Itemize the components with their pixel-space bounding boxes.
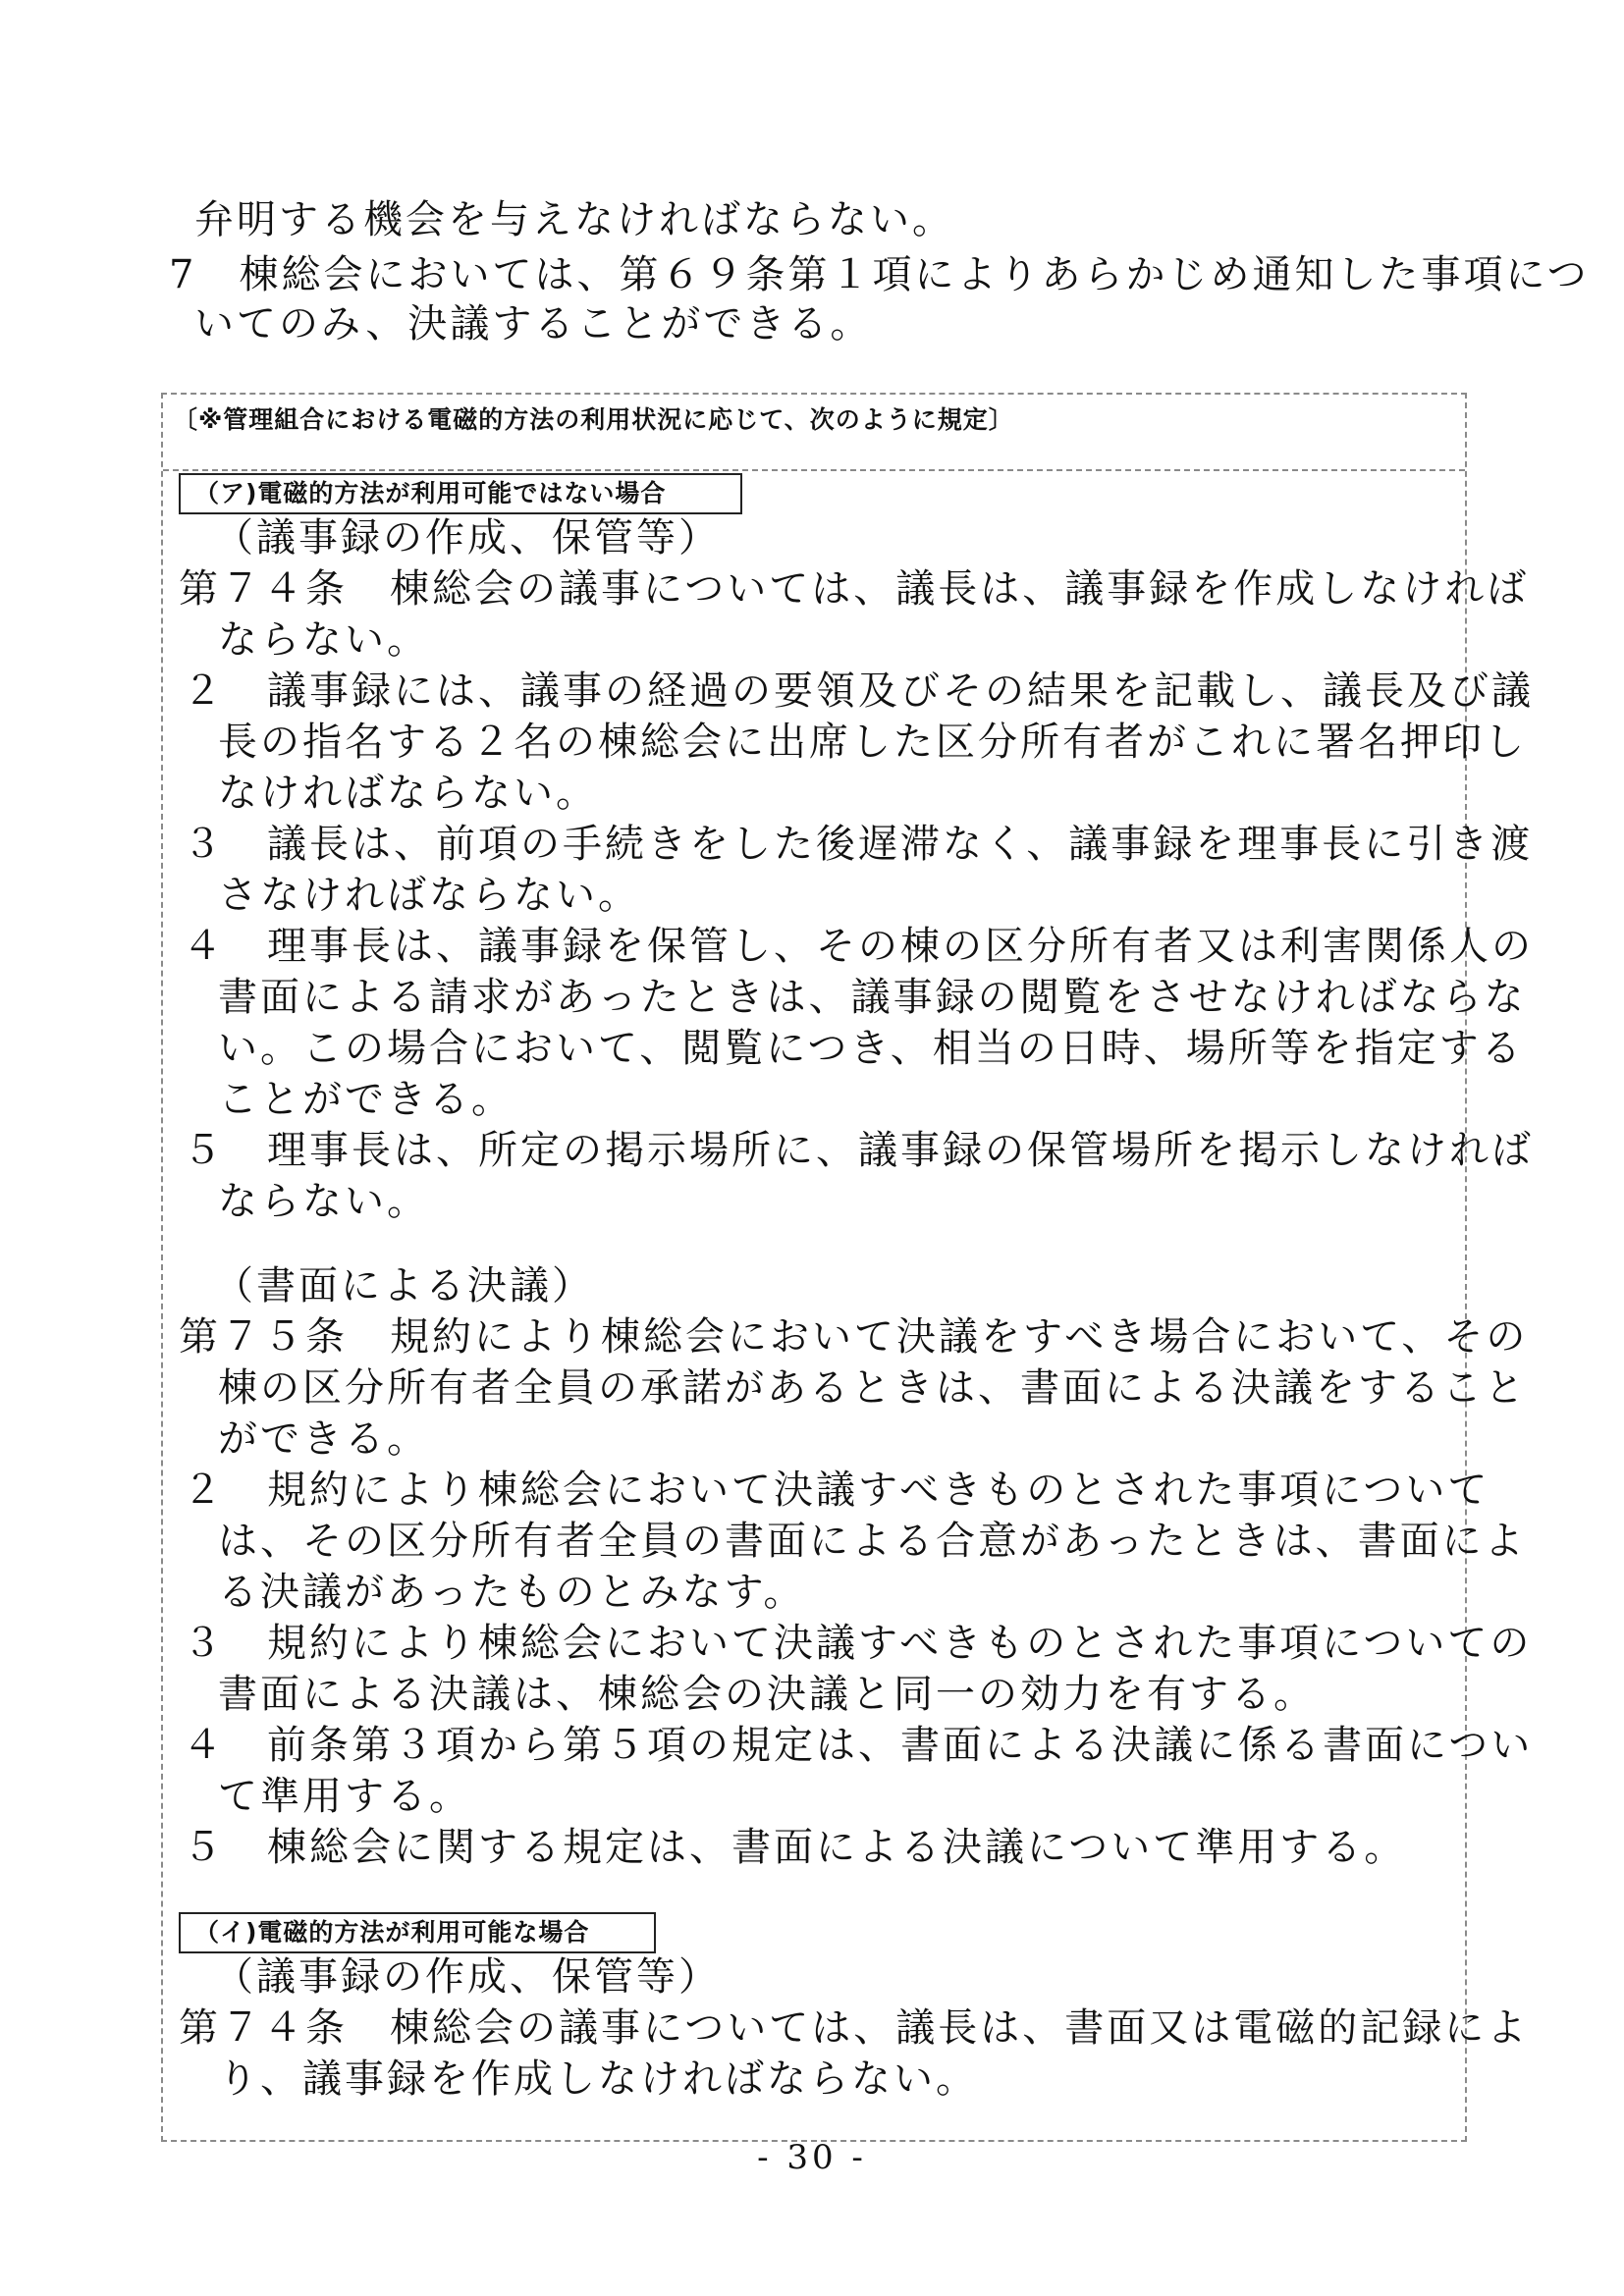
article-line: 棟の区分所有者全員の承諾があるときは、書面による決議をすること xyxy=(218,1365,1527,1411)
article-line: ２ 規約により棟総会において決議すべきものとされた事項について xyxy=(183,1468,1490,1513)
section-b-label: （イ)電磁的方法が利用可能な場合 xyxy=(179,1912,656,1953)
article-line: 書面による請求があったときは、議事録の閲覧をさせなければならな xyxy=(218,975,1527,1020)
article-line: る決議があったものとみなす。 xyxy=(218,1570,806,1615)
article-line: さなければならない。 xyxy=(218,873,640,918)
article-line: ならない。 xyxy=(218,1179,429,1224)
article-line: ２ 議事録には、議事の経過の要領及びその結果を記載し、議長及び議 xyxy=(183,668,1534,714)
text-line: 7 棟総会においては、第６９条第１項によりあらかじめ通知した事項につ xyxy=(169,252,1590,297)
provision-box xyxy=(161,393,1534,2142)
article-line: ３ 規約により棟総会において決議すべきものとされた事項についての xyxy=(183,1621,1533,1666)
section-a-label: （ア)電磁的方法が利用可能ではない場合 xyxy=(179,473,742,514)
article-line: 書面による決議は、棟総会の決議と同一の効力を有する。 xyxy=(218,1672,1316,1717)
article-line: 第７５条 規約により棟総会において決議をすべき場合において、その xyxy=(179,1314,1529,1360)
article-line: ができる。 xyxy=(218,1416,429,1462)
text-line: いてのみ、決議することができる。 xyxy=(194,301,873,347)
article-line: 長の指名する２名の棟総会に出席した区分所有者がこれに署名押印し xyxy=(218,720,1527,765)
article-line: 第７４条 棟総会の議事については、議長は、書面又は電磁的記録によ xyxy=(179,2005,1530,2051)
article-line: ４ 前条第３項から第５項の規定は、書面による決議に係る書面につい xyxy=(183,1723,1534,1768)
article-heading: （議事録の作成、保管等） xyxy=(214,1954,721,2000)
article-line: ５ 理事長は、所定の掲示場所に、議事録の保管場所を掲示しなければ xyxy=(183,1128,1534,1173)
article-heading: （議事録の作成、保管等） xyxy=(214,515,721,561)
page-number: - 30 - xyxy=(757,2138,867,2177)
article-line: ならない。 xyxy=(218,617,429,663)
article-line: ことができる。 xyxy=(218,1077,514,1122)
article-line: ５ 棟総会に関する規定は、書面による決議について準用する。 xyxy=(183,1825,1407,1870)
article-line: い。この場合において、閲覧につき、相当の日時、場所等を指定する xyxy=(218,1026,1524,1071)
article-line: て準用する。 xyxy=(218,1774,471,1819)
article-line: は、その区分所有者全員の書面による合意があったときは、書面によ xyxy=(218,1519,1527,1564)
article-heading: （書面による決議） xyxy=(214,1263,594,1308)
box-header xyxy=(163,395,1465,471)
article-line: ４ 理事長は、議事録を保管し、その棟の区分所有者又は利害関係人の xyxy=(183,924,1534,969)
article-line: り、議事録を作成しなければならない。 xyxy=(218,2056,978,2102)
text-line: 弁明する機会を与えなければならない。 xyxy=(194,197,954,242)
article-line: なければならない。 xyxy=(218,771,598,816)
box-header-text: 〔※管理組合における電磁的方法の利用状況に応じて、次のように規定〕 xyxy=(173,405,1014,434)
article-line: 第７４条 棟総会の議事については、議長は、議事録を作成しなければ xyxy=(179,566,1530,612)
article-line: ３ 議長は、前項の手続きをした後遅滞なく、議事録を理事長に引き渡 xyxy=(183,822,1534,867)
